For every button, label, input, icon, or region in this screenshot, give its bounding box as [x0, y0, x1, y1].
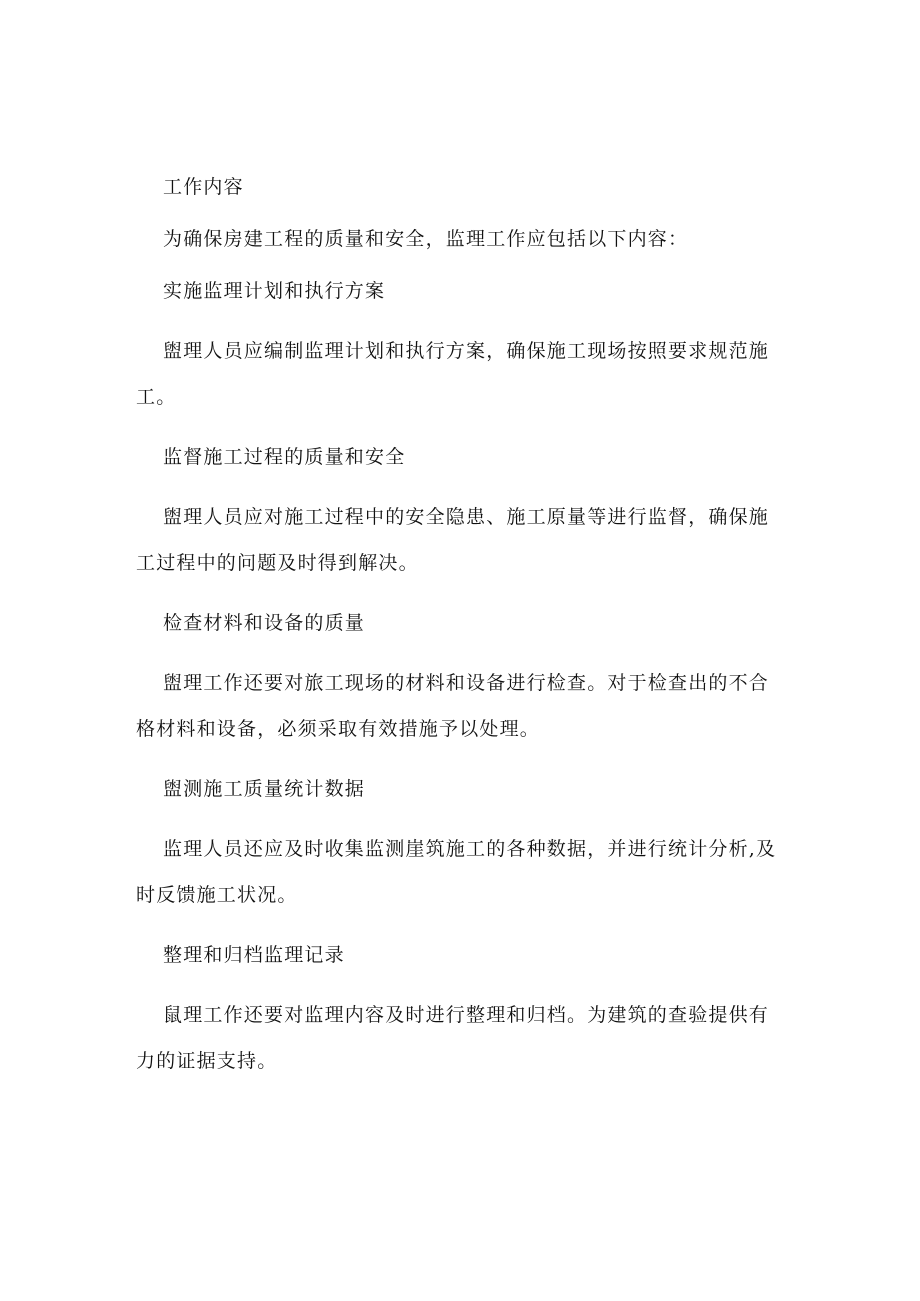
- intro-paragraph: 为确保房建工程的质量和安全，监理工作应包括以下内容：: [163, 228, 689, 250]
- section-body-inspect: 盥理工作还要对旅工现场的材料和设备进行检查。对于检查出的不合格材料和设备，必须采取有效措施予以处理。: [136, 672, 770, 740]
- section-body-archive: 鼠理工作还要对监理内容及时进行整理和归档。为建筑的查验提供有力的证据支持。: [136, 1004, 770, 1072]
- section-heading-inspect: 检查材料和设备的质量: [163, 612, 366, 634]
- document-title: 工作内容: [163, 176, 244, 198]
- section-body-supervise: 盥理人员应对施工过程中的安全隐患、施工原量等进行监督，确保施工过程中的问题及时得到解决。: [136, 506, 770, 574]
- section-body-monitor: 监理人员还应及时收集监测崖筑施工的各种数据，并进行统计分析,及时反馈施工状况。: [136, 838, 777, 906]
- section-body-plan: 盥理人员应编制监理计划和执行方案，确保施工现场按照要求规范施工。: [136, 340, 770, 408]
- section-heading-archive: 整理和归档监理记录: [163, 944, 345, 966]
- document-body: [136, 172, 781, 1106]
- section-heading-plan: 实施监理计划和执行方案: [163, 280, 386, 302]
- section-heading-monitor: 盥测施工质量统计数据: [163, 778, 366, 800]
- section-heading-supervise: 监督施工过程的质量和安全: [163, 446, 406, 468]
